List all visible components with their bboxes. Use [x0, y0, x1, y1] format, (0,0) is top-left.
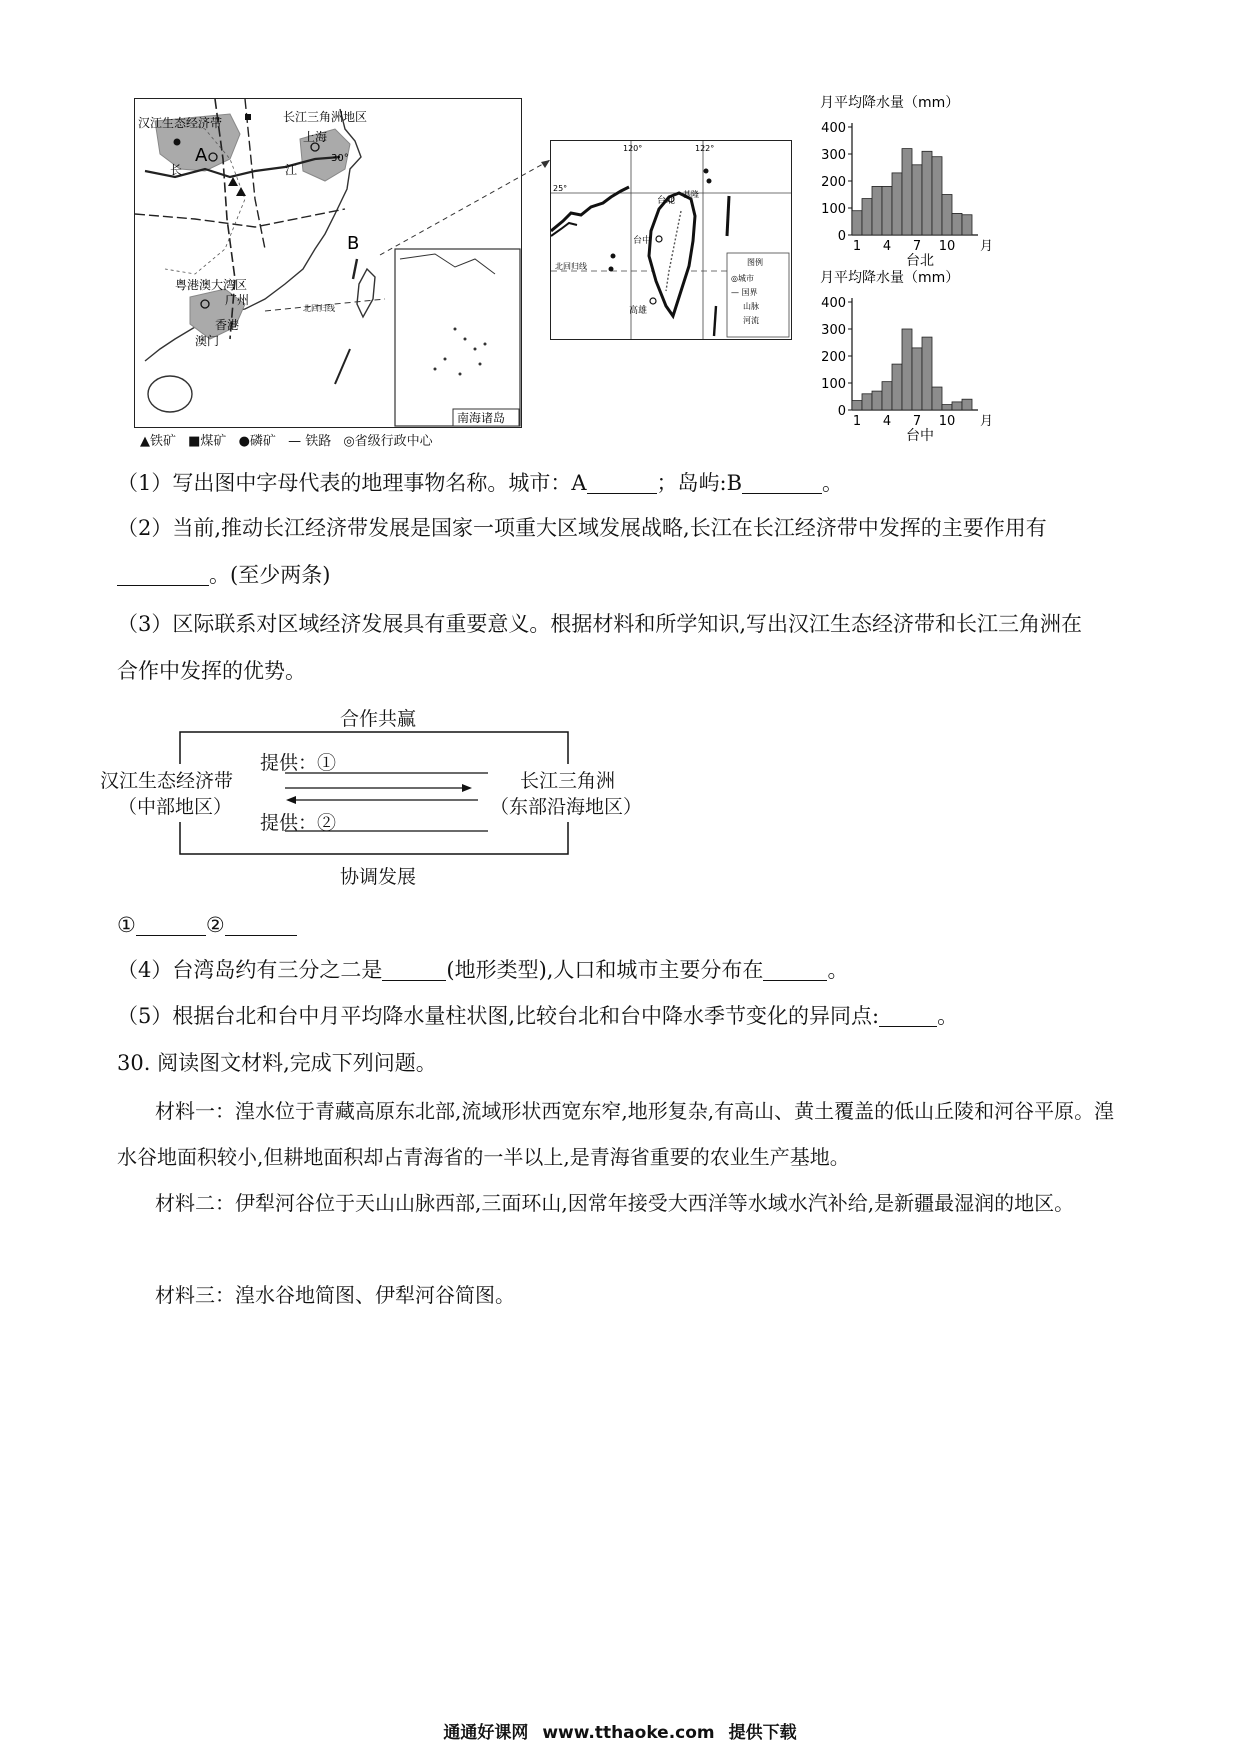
material-3: 材料三：湟水谷地简图、伊犁河谷简图。	[155, 1283, 515, 1307]
label-hanjiang: 汉江生态经济带	[138, 116, 223, 130]
footer-suffix: 提供下载	[728, 1723, 797, 1743]
q1-end: 。	[822, 471, 844, 495]
chart-1-ytick-label-200: 200	[821, 350, 846, 365]
flow-right-line2: （东部沿海地区）	[490, 796, 643, 818]
chart-0-xtick-1: 1	[852, 239, 862, 254]
q4-blank-2[interactable]	[763, 958, 827, 981]
tw-legend-title: 图例	[747, 258, 763, 267]
chart-1-title: 台中	[906, 428, 934, 444]
flow-provide-2: 提供：②	[260, 812, 337, 834]
chart-0-title: 台北	[906, 253, 934, 269]
chart-0-bar-5	[892, 173, 902, 235]
q5-blank[interactable]	[879, 1004, 937, 1027]
main-map-svg	[135, 99, 521, 427]
q5-end: 。	[937, 1004, 959, 1028]
q1-mid: ；岛屿:B	[656, 471, 743, 495]
main-map	[134, 98, 522, 428]
question-4	[117, 955, 848, 985]
answer-mark-2: ②	[205, 913, 225, 937]
chart-0-ylabel: 月平均降水量（mm）	[820, 95, 960, 111]
label-lat25: 25°	[553, 184, 568, 193]
question-1	[117, 468, 843, 498]
chart-1-xlabel: 月	[980, 414, 994, 429]
taiwan-map	[550, 140, 792, 340]
chart-0-bar-6	[902, 149, 912, 235]
chart-0-bar-1	[852, 211, 862, 235]
flow-provide-1: 提供：①	[260, 752, 337, 774]
label-hongkong: 香港	[215, 318, 240, 332]
chart-1-bar-10	[942, 405, 952, 410]
chart-0-bar-10	[942, 195, 952, 236]
label-south-islands: 南海诸岛	[457, 411, 506, 425]
q1-blank-b[interactable]	[742, 471, 822, 494]
label-letter-a: A	[195, 145, 208, 166]
taiwan-map-svg	[551, 141, 791, 339]
chart-0-bar-2	[862, 199, 872, 235]
material-2: 材料二：伊犁河谷位于天山山脉西部,三面环山,因常年接受大西洋等水域水汽补给,是新疆最湿润的地区。	[155, 1191, 1075, 1215]
label-changjiang-delta: 长江三角洲地区	[283, 110, 368, 124]
label-taizhong: 台中	[633, 236, 652, 246]
question-30: 30. 阅读图文材料,完成下列问题。	[117, 1051, 437, 1075]
chart-1-xtick-10: 10	[938, 414, 956, 429]
chart-0-ytick-label-200: 200	[821, 175, 846, 190]
pointer-line	[375, 150, 555, 260]
label-lon120: 120°	[623, 144, 643, 153]
chart-1-ytick-label-300: 300	[821, 323, 846, 338]
chart-1-bar-2	[862, 394, 872, 410]
cooperation-diagram	[100, 700, 643, 890]
chart-1-bar-3	[872, 391, 882, 410]
chart-1-bar-7	[912, 348, 922, 410]
chart-1-xtick-4: 4	[882, 414, 892, 429]
tw-legend-mountain: 山脉	[743, 302, 759, 311]
flow-bottom-label: 协调发展	[340, 866, 417, 888]
chart-1-ytick-label-400: 400	[821, 296, 846, 311]
question-3-line2: 合作中发挥的优势。	[117, 659, 306, 683]
chart-0-xlabel: 月	[980, 239, 994, 254]
chart-0-ytick-label-400: 400	[821, 121, 846, 136]
chart-1-xtick-1: 1	[852, 414, 862, 429]
material-1: 材料一：湟水位于青藏高原东北部,流域形状西宽东窄,地形复杂,有高山、黄土覆盖的低山丘陵和河谷平原。湟水谷地面积较小,但耕地面积却占青海省的一半以上,是青海省重要的农业生产基地。	[117, 1099, 1115, 1169]
q4-end: 。	[827, 958, 849, 982]
legend-coal: ■煤矿	[188, 434, 227, 449]
chart-0-bar-7	[912, 165, 922, 235]
question-3-line1: （3）区际联系对区域经济发展具有重要意义。根据材料和所学知识,写出汉江生态经济带和长江三角洲在	[117, 612, 1083, 636]
label-gaoxiong: 高雄	[629, 306, 648, 316]
tw-legend-border: — 国界	[731, 288, 758, 297]
answer-mark-1: ①	[117, 913, 136, 937]
chart-1-bar-6	[902, 329, 912, 410]
footer-site: 通通好课网	[443, 1723, 529, 1743]
chart-0-ytick-label-0: 0	[837, 229, 846, 244]
label-jiang: 江	[285, 163, 298, 177]
q1-text: （1）写出图中字母代表的地理事物名称。城市：A	[117, 471, 587, 495]
answer-blank-2[interactable]	[225, 913, 297, 936]
label-letter-b: B	[347, 233, 360, 254]
chart-1-bar-11	[952, 402, 962, 410]
chart-1-bar-5	[892, 364, 902, 410]
label-tw-tropic: 北回归线	[555, 262, 587, 271]
legend-phosphate: ●磷矿	[238, 434, 276, 449]
chart-0-bar-11	[952, 213, 962, 235]
precipitation-charts	[812, 95, 1012, 447]
chart-0-ytick-label-300: 300	[821, 148, 846, 163]
chart-0-bar-4	[882, 186, 892, 235]
question-2-line2	[117, 560, 330, 590]
flow-top-label: 合作共赢	[340, 708, 417, 730]
chart-0-bar-8	[922, 151, 932, 235]
label-lat30: 30°	[331, 153, 349, 164]
chart-0-xtick-4: 4	[882, 239, 892, 254]
flow-right-line1: 长江三角洲	[520, 770, 616, 792]
label-guangdong: 粤港澳大湾区	[175, 278, 248, 292]
legend-railway: — 铁路	[288, 434, 332, 449]
chart-1-ytick-label-100: 100	[821, 377, 846, 392]
chart-0-bar-9	[932, 157, 942, 235]
q1-blank-a[interactable]	[587, 471, 657, 494]
label-lon122: 122°	[695, 144, 715, 153]
label-macau: 澳门	[195, 334, 220, 348]
answer-marks	[117, 910, 297, 940]
label-chang: 长	[170, 163, 183, 177]
tw-legend-river: 河流	[743, 316, 759, 325]
q4-mid: (地形类型),人口和城市主要分布在	[446, 958, 764, 982]
chart-0-ytick-label-100: 100	[821, 202, 846, 217]
answer-blank-1[interactable]	[136, 913, 206, 936]
chart-1-bar-4	[882, 382, 892, 410]
chart-1-bar-12	[962, 399, 972, 410]
q5-text: （5）根据台北和台中月平均降水量柱状图,比较台北和台中降水季节变化的异同点:	[117, 1004, 880, 1028]
label-guangzhou: 广州	[225, 293, 250, 307]
tw-legend-city: ◎城市	[731, 274, 754, 283]
chart-0-xtick-7: 7	[912, 239, 922, 254]
chart-0-bar-12	[962, 215, 972, 235]
flow-left-line1: 汉江生态经济带	[100, 770, 234, 792]
chart-1-xtick-7: 7	[912, 414, 922, 429]
q4-text: （4）台湾岛约有三分之二是	[117, 958, 383, 982]
chart-0-bar-3	[872, 186, 882, 235]
question-2-line1: （2）当前,推动长江经济带发展是国家一项重大区域发展战略,长江在长江经济带中发挥的主要作用有	[117, 516, 1047, 540]
legend-iron: ▲铁矿	[140, 434, 176, 449]
q4-blank-1[interactable]	[382, 958, 446, 981]
label-tropic: 北回归线	[303, 304, 335, 313]
flow-left-line2: （中部地区）	[118, 796, 233, 818]
footer	[0, 1718, 1240, 1743]
chart-1-ylabel: 月平均降水量（mm）	[820, 270, 960, 286]
question-5	[117, 1001, 958, 1031]
q2-end: 。(至少两条)	[209, 563, 331, 587]
label-taibei: 台北	[657, 196, 676, 206]
chart-0-xtick-10: 10	[938, 239, 956, 254]
footer-url[interactable]: www.tthaoke.com	[542, 1723, 715, 1743]
q2-blank[interactable]	[117, 563, 209, 586]
main-map-legend	[140, 430, 433, 449]
chart-1-bar-8	[922, 337, 932, 410]
chart-1-bar-9	[932, 387, 942, 410]
legend-capital: ◎省级行政中心	[343, 434, 433, 449]
chart-1-ytick-label-0: 0	[837, 404, 846, 419]
label-shanghai: 上海	[303, 130, 328, 144]
chart-1-bar-1	[852, 401, 862, 410]
label-jilong: 基隆	[683, 190, 699, 199]
